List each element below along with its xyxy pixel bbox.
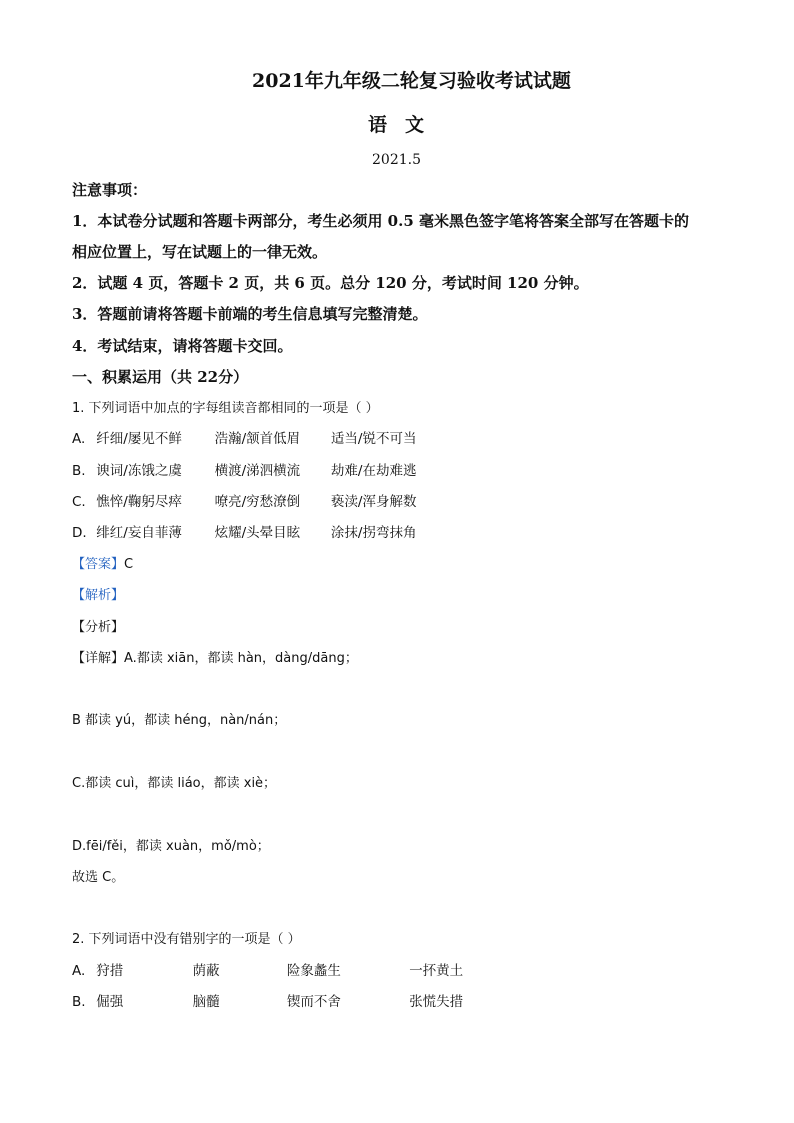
exam-title: 2021年九年级二轮复习验收考试试题 <box>252 70 571 92</box>
option-word: 锲而不舍 <box>286 994 341 1010</box>
q1-option-a <box>72 433 416 447</box>
notice-item-1: 1．本试卷分试题和答题卡两部分，考生必须用 0.5 毫米黑色签字笔将答案全部写在答题卡的 <box>72 212 689 230</box>
notice-item-2: 2．试题 4 页，答题卡 2 页，共 6 页。总分 120 分，考试时间 120 分钟。 <box>72 274 589 292</box>
option-word: 涂抹/拐弯抹角 <box>330 525 417 541</box>
option-word: 浩瀚/颔首低眉 <box>214 431 301 447</box>
question-2-stem: 2. 下列词语中没有错别字的一项是（ ） <box>72 932 301 947</box>
option-label: B. <box>72 463 86 479</box>
option-label: A. <box>72 963 86 979</box>
option-label: C. <box>72 494 86 510</box>
detail-line-d: D.fēi/fěi，都读 xuàn，mǒ/mò； <box>72 839 270 854</box>
notice-item-3: 3．答题前请将答题卡前端的考生信息填写完整清楚。 <box>72 305 428 323</box>
subject-title: 语文 <box>368 114 443 136</box>
option-word: 纤细/屡见不鲜 <box>96 431 182 447</box>
notice-item-4: 4．考试结束，请将答题卡交回。 <box>72 337 293 355</box>
notice-item-1-cont: 相应位置上，写在试题上的一律无效。 <box>72 243 328 261</box>
q1-option-d <box>72 527 416 541</box>
q1-option-b <box>72 465 416 479</box>
option-word: 险象蠡生 <box>286 963 341 979</box>
option-word: 谀词/冻饿之虞 <box>96 463 182 479</box>
detail-a: A.都读 xiān，都读 hàn，dàng/dāng； <box>124 651 358 666</box>
analysis-tag: 【解析】 <box>72 588 125 603</box>
detail-line-a <box>72 652 358 665</box>
option-word: 劫难/在劫难逃 <box>330 463 417 479</box>
option-word: 绯红/妄自菲薄 <box>96 525 182 541</box>
answer-value: C <box>124 557 134 572</box>
option-label: D. <box>72 525 87 541</box>
question-1-stem: 1. 下列词语中加点的字每组读音都相同的一项是（ ） <box>72 401 379 416</box>
option-word: 一抔黄土 <box>409 963 464 979</box>
detail-tag: 【详解】 <box>72 651 125 666</box>
detail-line-b: B 都读 yú，都读 héng，nàn/nán； <box>72 713 287 728</box>
option-word: 亵渎/浑身解数 <box>330 494 417 510</box>
option-word: 嘹亮/穷愁潦倒 <box>214 494 301 510</box>
section-heading: 一、积累运用（共 22分） <box>72 368 249 386</box>
answer-line <box>72 558 133 571</box>
option-label: B. <box>72 994 86 1010</box>
q1-option-c <box>72 496 416 510</box>
option-word: 炫耀/头晕目眩 <box>214 525 301 541</box>
option-word: 张慌失措 <box>409 994 464 1010</box>
option-label: A. <box>72 431 86 447</box>
option-word: 横渡/涕泗横流 <box>214 463 301 479</box>
conclusion: 故选 C。 <box>72 870 125 885</box>
fenxi-tag: 【分析】 <box>72 620 125 635</box>
detail-line-c: C.都读 cuì，都读 liáo，都读 xiè； <box>72 776 277 791</box>
q2-option-a <box>72 965 463 979</box>
exam-date: 2021.5 <box>372 152 421 168</box>
q2-option-b <box>72 996 463 1010</box>
notice-heading: 注意事项： <box>72 181 148 199</box>
option-word: 倔强 <box>96 994 124 1010</box>
option-word: 脑髓 <box>192 994 220 1010</box>
option-word: 憔悴/鞠躬尽瘁 <box>96 494 182 510</box>
option-word: 适当/锐不可当 <box>330 431 417 447</box>
option-word: 狩措 <box>96 963 124 979</box>
option-word: 荫蔽 <box>192 963 220 979</box>
answer-tag: 【答案】 <box>72 557 125 572</box>
